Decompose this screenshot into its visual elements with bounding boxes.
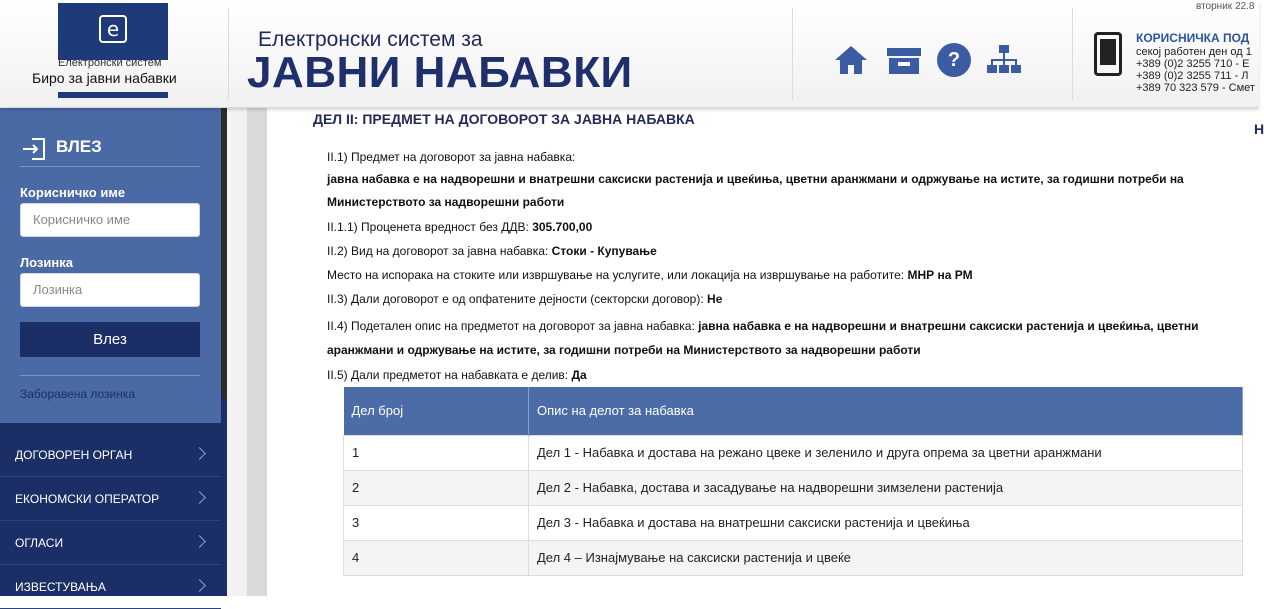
nav-item-notices[interactable] <box>0 521 221 565</box>
contract-type-row <box>327 244 657 258</box>
ii1-label: II.1) Предмет на договорот за јавна набавка: <box>327 150 576 164</box>
chevron-right-icon <box>193 491 206 504</box>
contract-type-label: II.2) Вид на договорот за јавна набавка: <box>327 244 549 258</box>
username-label: Корисничко име <box>20 185 126 200</box>
brand-subtitle: Електронски систем за <box>258 28 483 51</box>
table-header-row <box>344 387 1243 435</box>
logo-underline <box>58 92 168 98</box>
lot-number: 2 <box>344 470 529 505</box>
nav-item-label: ИЗВЕСТУВАЊА <box>15 580 106 594</box>
notice-content <box>267 108 1264 596</box>
password-label: Лозинка <box>20 255 73 270</box>
logo-org: Биро за јавни набавки <box>32 70 177 86</box>
lot-number: 3 <box>344 505 529 540</box>
nav-item-label: ОГЛАСИ <box>15 536 64 550</box>
nav-item-contracting-authority[interactable] <box>0 433 221 477</box>
lot-number: 4 <box>344 540 529 575</box>
logo-e-icon: e <box>99 15 127 43</box>
detailed-description-value: аранжмани и одржување на истите, за годишни потреби на Министерството за надворешни работи <box>327 343 921 357</box>
login-icon <box>22 137 46 161</box>
divisible-row <box>327 368 587 382</box>
support-title: КОРИСНИЧКА ПОД <box>1136 31 1250 45</box>
table-row <box>344 540 1243 575</box>
sitemap-icon[interactable] <box>986 42 1022 78</box>
divisible-value: Да <box>571 368 587 382</box>
nav-item-reports[interactable] <box>0 565 221 609</box>
home-icon[interactable] <box>833 42 869 78</box>
estimated-value-row <box>327 220 592 234</box>
delivery-place-row <box>327 268 973 282</box>
logo[interactable] <box>58 3 168 60</box>
section-title: ДЕЛ II: ПРЕДМЕТ НА ДОГОВОРОТ ЗА ЈАВНА НАБАВКА <box>313 111 695 127</box>
login-button[interactable]: Влез <box>20 322 200 357</box>
lots-table <box>343 387 1243 576</box>
support-phone: +389 70 323 579 - Смет <box>1136 82 1255 94</box>
support-phone: +389 (0)2 3255 710 - Е <box>1136 58 1250 70</box>
chevron-right-icon <box>193 535 206 548</box>
sidebar <box>0 108 227 596</box>
help-icon[interactable]: ? <box>937 43 971 77</box>
sector-contract-label: II.3) Дали договорот е од опфатените дејности (секторски договор): <box>327 292 704 306</box>
chevron-right-icon <box>193 579 206 592</box>
lot-description: Дел 1 - Набавка и достава на режано цвеке и зеленило и друга опрема за цветни аранжмани <box>529 435 1243 470</box>
table-row <box>344 505 1243 540</box>
table-row <box>344 435 1243 470</box>
divider <box>1072 8 1073 100</box>
table-row <box>344 470 1243 505</box>
divider <box>20 166 200 167</box>
subject-text: јавна набавка е на надворешни и внатрешни саксиски растенија и цвеќиња, цветни аранжмани и одржување на истите, за годишни потреби на <box>327 172 1184 186</box>
sector-contract-value: Не <box>707 292 723 306</box>
divisible-label: II.5) Дали предметот на набавката е делив: <box>327 368 569 382</box>
nav-item-economic-operator[interactable] <box>0 477 221 521</box>
brand-title: ЈАВНИ НАБАВКИ <box>247 48 633 97</box>
sector-contract-row <box>327 292 722 306</box>
estimated-value-label: II.1.1) Проценета вредност без ДДВ: <box>327 220 529 234</box>
support-hours: секој работен ден од 1 <box>1136 46 1252 58</box>
lot-description: Дел 2 - Набавка, достава и засадување на надворешни зимзелени растенија <box>529 470 1243 505</box>
archive-icon[interactable] <box>886 42 922 78</box>
delivery-place-label: Место на испорака на стоките или извршување на услугите, или локација на извршување на работите: <box>327 268 905 282</box>
logo-text: Електронски систем <box>58 57 162 69</box>
support-phone: +389 (0)2 3255 711 - Л <box>1136 70 1249 82</box>
chevron-right-icon <box>193 447 206 460</box>
current-date: вторник 22.8 <box>1196 1 1255 12</box>
column-header: Дел број <box>344 387 529 435</box>
detailed-description-value: јавна набавка е на надворешни и внатрешни саксиски растенија и цвеќиња, цветни <box>698 319 1199 333</box>
detailed-description-label: II.4) Подетален опис на предметот на договорот за јавна набавка: <box>327 319 695 333</box>
phone-icon <box>1094 32 1122 76</box>
nav-item-label: ЕКОНОМСКИ ОПЕРАТОР <box>15 492 160 506</box>
divider <box>20 375 200 376</box>
subject-text: Министерството за надворешни работи <box>327 195 565 209</box>
password-input[interactable]: Лозинка <box>20 273 200 307</box>
site-header <box>0 0 1259 108</box>
divider <box>792 8 793 100</box>
sidebar-scrollbar[interactable] <box>221 108 227 398</box>
divider <box>228 8 229 100</box>
lot-description: Дел 3 - Набавка и достава на внатрешни саксиски растенија и цвеќиња <box>529 505 1243 540</box>
column-header: Опис на делот за набавка <box>529 387 1243 435</box>
login-title: ВЛЕЗ <box>56 137 102 156</box>
clipped-text: Н <box>1254 121 1264 137</box>
lot-number: 1 <box>344 435 529 470</box>
detailed-description-row <box>327 319 1199 333</box>
content-gutter <box>227 108 247 596</box>
forgot-password-link[interactable]: Заборавена лозинка <box>20 387 136 401</box>
username-input[interactable]: Корисничко име <box>20 203 200 237</box>
contract-type-value: Стоки - Купување <box>551 244 657 258</box>
lot-description: Дел 4 – Изнајмување на саксиски растенија и цвеќе <box>529 540 1243 575</box>
login-panel <box>0 108 221 423</box>
nav-item-label: ДОГОВОРЕН ОРГАН <box>15 448 133 462</box>
delivery-place-value: МНР на РМ <box>907 268 973 282</box>
estimated-value: 305.700,00 <box>532 220 593 234</box>
